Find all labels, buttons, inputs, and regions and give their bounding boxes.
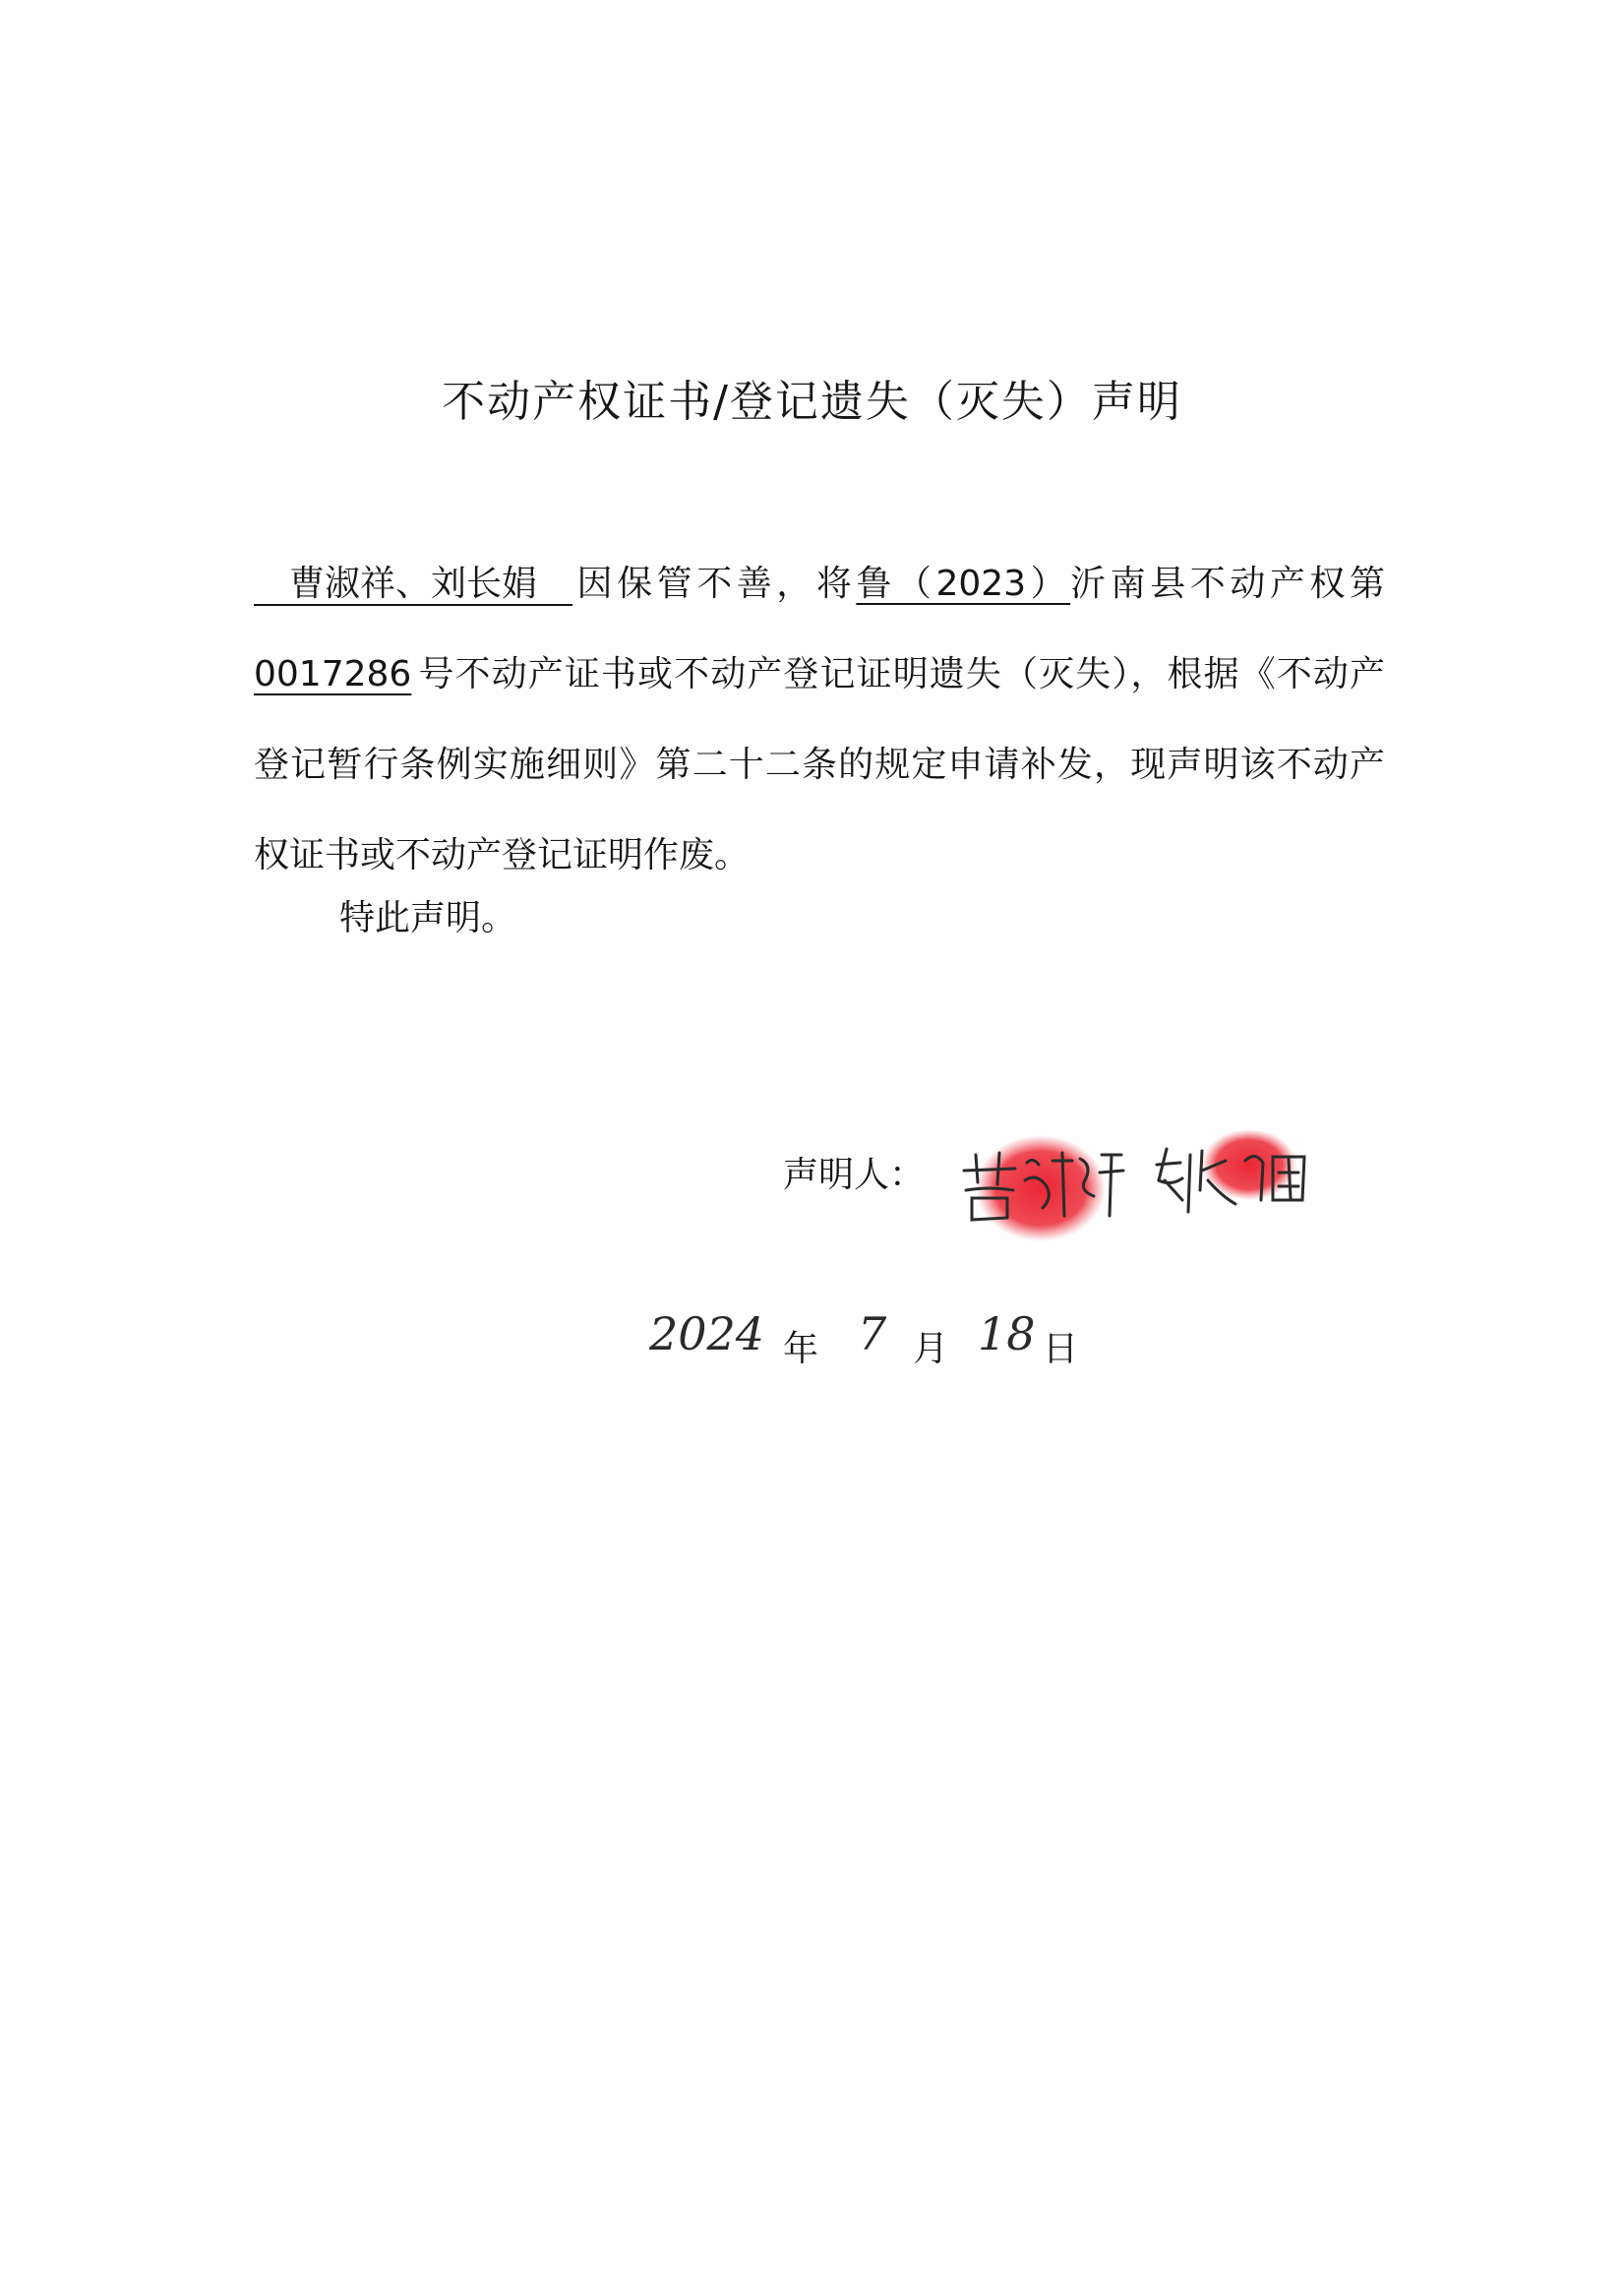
paragraph-text-3: 号不动产证书或不动产登记证明遗失（灭失），根据《不动产登记暂行条例实施细则》第二十二条的规定申请补发，现声明该不动产权证书或不动产登记证明作废。 [254,654,1385,875]
document-title: 不动产权证书/登记遗失（灭失）声明 [442,377,1182,427]
paragraph-text-2: 沂南县不动产权第 [1070,564,1385,604]
date-year: 2024 [649,1307,765,1360]
date-day-unit: 日 [1043,1329,1079,1369]
date-day: 18 [978,1307,1036,1360]
certificate-number: 0017286 [254,654,412,694]
declarant-label: 声明人： [783,1155,926,1195]
date-month-unit: 月 [913,1329,949,1369]
paragraph-text-1: 因保管不善，将 [572,564,857,604]
certificate-prefix: 鲁（2023） [856,564,1071,604]
declaration-paragraph [254,539,1385,901]
owner-names: 曹淑祥、刘长娟 [254,565,572,606]
date-month: 7 [858,1307,887,1360]
date-year-unit: 年 [783,1329,819,1369]
closing-statement: 特此声明。 [339,898,517,938]
handwritten-signature-with-fingerprint [954,1121,1328,1259]
